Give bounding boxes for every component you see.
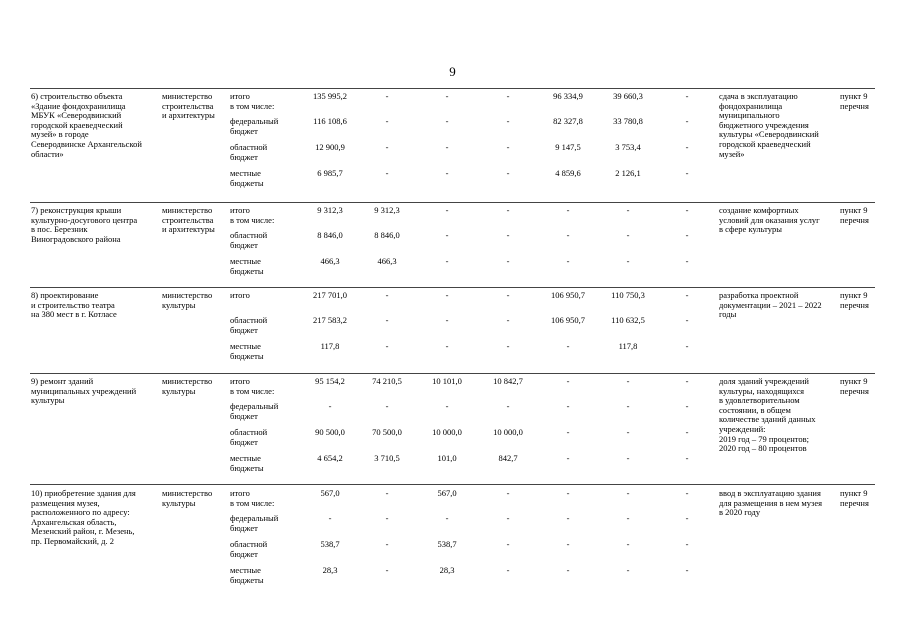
executor-cell: министерство [162,376,213,386]
funding-source-label: итого [230,91,250,101]
amount-cell: - [566,230,570,240]
executor-cell: министерство [162,290,213,300]
measure-name: культуры [31,395,65,406]
result-cell: создание комфортных [719,205,799,215]
measure-name: культурно-досугового центра [31,214,138,225]
funding-source-label: областной [230,427,268,437]
amount-cell: 10 000,0 [493,427,523,437]
amount-cell: - [685,427,689,437]
amount-cell: - [445,230,449,240]
amount-cell: - [566,256,570,266]
amount-cell: - [506,401,510,411]
amount-cell: - [626,230,630,240]
amount-cell: 466,3 [377,256,397,266]
executor-cell: и архитектуры [162,224,215,235]
amount-cell: 8 846,0 [317,230,343,240]
funding-source-label: местные [230,453,261,463]
amount-cell: - [506,290,510,300]
amount-cell: - [506,142,510,152]
result-cell: для размещения в нем музея [719,497,823,508]
result-cell: сдача в эксплуатацию [719,91,798,101]
amount-cell: - [566,376,570,386]
amount-cell: - [385,315,389,325]
amount-cell: - [566,427,570,437]
amount-cell: 217 583,2 [313,315,347,325]
amount-cell: - [685,341,689,351]
amount-cell: - [685,401,689,411]
result-cell: городской краеведческий [719,139,811,149]
amount-cell: 28,3 [322,565,338,575]
measure-name: размещения музея, [31,497,100,508]
amount-cell: - [445,116,449,126]
funding-source-label: бюджет [230,436,258,447]
amount-cell: 538,7 [320,539,340,549]
row-divider [30,88,875,89]
result-cell: в сфере культуры [719,224,782,235]
measure-name: расположенного по адресу: [31,507,130,518]
funding-source-label: федеральный [230,401,279,411]
result-cell: культуры «Северодвинский [719,129,819,140]
amount-cell: - [506,488,510,498]
amount-cell: 4 859,6 [555,168,581,178]
amount-cell: - [506,168,510,178]
funding-source-label: местные [230,256,261,266]
amount-cell: 2 126,1 [615,168,641,178]
amount-cell: 8 846,0 [374,230,400,240]
measure-name: музей» в городе [31,129,89,140]
amount-cell: - [626,565,630,575]
amount-cell: - [566,453,570,463]
result-cell: 2019 год – 79 процентов; [719,433,810,444]
measure-name: Архангельская область, [31,516,117,527]
executor-cell: строительства [162,100,214,111]
funding-source-label: областной [230,230,268,240]
amount-cell: - [685,116,689,126]
amount-cell: - [685,513,689,523]
result-cell: фондохранилища [719,100,783,111]
amount-cell: - [685,168,689,178]
amount-cell: 95 154,2 [315,376,345,386]
funding-source-label: в том числе: [230,497,275,508]
funding-source-label: бюджет [230,151,258,162]
funding-source-label: в том числе: [230,100,275,111]
amount-cell: 101,0 [437,453,457,463]
amount-cell: - [626,205,630,215]
measure-name: 10) приобретение здания для [31,488,136,498]
amount-cell: 117,8 [320,341,340,351]
executor-cell: культуры [162,385,196,396]
result-cell: бюджетного учреждения [719,119,809,130]
amount-cell: - [385,168,389,178]
measure-name: Мезенский район, г. Мезень, [31,526,135,537]
amount-cell: - [385,290,389,300]
amount-cell: - [385,539,389,549]
amount-cell: 12 900,9 [315,142,345,152]
measure-name: городской краеведческий [31,119,123,130]
amount-cell: 96 334,9 [553,91,583,101]
amount-cell: - [685,315,689,325]
measure-name: 7) реконструкция крыши [31,205,122,215]
amount-cell: 116 108,6 [313,116,347,126]
amount-cell: - [506,256,510,266]
amount-cell: - [506,539,510,549]
amount-cell: 4 654,2 [317,453,343,463]
amount-cell: - [626,488,630,498]
measure-name: Виноградовского района [31,233,121,244]
amount-cell: - [506,513,510,523]
amount-cell: - [566,205,570,215]
amount-cell: 70 500,0 [372,427,402,437]
amount-cell: - [445,168,449,178]
executor-cell: культуры [162,497,196,508]
funding-source-label: бюджет [230,410,258,421]
amount-cell: 9 312,3 [374,205,400,215]
amount-cell: - [506,565,510,575]
amount-cell: - [385,488,389,498]
reference-cell: перечня [840,385,869,396]
funding-source-label: итого [230,205,250,215]
amount-cell: 217 701,0 [313,290,347,300]
amount-cell: - [385,142,389,152]
amount-cell: 466,3 [320,256,340,266]
reference-cell: перечня [840,100,869,111]
amount-cell: - [385,401,389,411]
result-cell: доля зданий учреждений [719,376,809,386]
reference-cell: перечня [840,299,869,310]
amount-cell: 9 312,3 [317,205,343,215]
amount-cell: - [445,290,449,300]
funding-source-label: бюджеты [230,462,264,473]
amount-cell: - [566,513,570,523]
amount-cell: - [685,205,689,215]
amount-cell: - [385,116,389,126]
result-cell: документации – 2021 – 2022 [719,299,822,310]
row-divider [30,202,875,203]
funding-source-label: федеральный [230,513,279,523]
result-cell: ввод в эксплуатацию здания [719,488,821,498]
amount-cell: - [445,142,449,152]
amount-cell: - [685,230,689,240]
amount-cell: 10 101,0 [432,376,462,386]
amount-cell: - [685,488,689,498]
measure-name: 8) проектирование [31,290,99,300]
amount-cell: - [685,376,689,386]
measure-name: и строительство театра [31,299,115,310]
measure-name: «Здание фондохранилища [31,100,126,111]
amount-cell: - [328,401,332,411]
reference-cell: пункт 9 [840,205,868,215]
amount-cell: 567,0 [320,488,340,498]
executor-cell: министерство [162,91,213,101]
funding-source-label: областной [230,539,268,549]
funding-source-label: в том числе: [230,214,275,225]
result-cell: культуры, находящихся [719,385,805,396]
amount-cell: - [626,401,630,411]
executor-cell: министерство [162,488,213,498]
amount-cell: 135 995,2 [313,91,347,101]
measure-name: Северодвинске Архангельской [31,139,142,149]
amount-cell: - [445,341,449,351]
funding-source-label: бюджеты [230,177,264,188]
amount-cell: - [445,315,449,325]
amount-cell: 538,7 [437,539,457,549]
amount-cell: 10 842,7 [493,376,523,386]
reference-cell: перечня [840,497,869,508]
row-divider [30,287,875,288]
funding-source-label: местные [230,168,261,178]
measure-name: области» [31,148,64,159]
funding-source-label: итого [230,376,250,386]
reference-cell: перечня [840,214,869,225]
amount-cell: - [566,539,570,549]
amount-cell: 9 147,5 [555,142,581,152]
amount-cell: - [445,513,449,523]
funding-source-label: областной [230,315,268,325]
amount-cell: - [626,256,630,266]
amount-cell: 842,7 [498,453,518,463]
amount-cell: - [445,205,449,215]
amount-cell: - [566,488,570,498]
amount-cell: - [626,427,630,437]
amount-cell: - [506,205,510,215]
amount-cell: - [566,565,570,575]
result-cell: количестве зданий данных [719,414,816,425]
funding-source-label: бюджет [230,125,258,136]
funding-source-label: бюджет [230,522,258,533]
measure-name: 6) строительство объекта [31,91,123,101]
funding-source-label: бюджеты [230,265,264,276]
funding-source-label: в том числе: [230,385,275,396]
amount-cell: - [385,91,389,101]
measure-name: муниципальных учреждений [31,385,137,396]
page-number: 9 [449,64,456,79]
funding-source-label: федеральный [230,116,279,126]
funding-source-label: итого [230,488,250,498]
reference-cell: пункт 9 [840,376,868,386]
amount-cell: - [685,453,689,463]
measure-name: на 380 мест в г. Котласе [31,309,117,320]
amount-cell: - [685,290,689,300]
reference-cell: пункт 9 [840,91,868,101]
amount-cell: - [685,91,689,101]
amount-cell: 74 210,5 [372,376,402,386]
amount-cell: - [626,513,630,523]
amount-cell: - [445,91,449,101]
amount-cell: - [385,565,389,575]
measure-name: в пос. Березник [31,224,88,235]
amount-cell: - [445,401,449,411]
amount-cell: 82 327,8 [553,116,583,126]
result-cell: в удовлетворительном [719,395,800,406]
amount-cell: - [445,256,449,266]
reference-cell: пункт 9 [840,290,868,300]
result-cell: музей» [719,148,745,159]
executor-cell: культуры [162,299,196,310]
amount-cell: 90 500,0 [315,427,345,437]
amount-cell: - [506,341,510,351]
funding-source-label: местные [230,341,261,351]
amount-cell: - [626,453,630,463]
result-cell: муниципального [719,110,780,121]
reference-cell: пункт 9 [840,488,868,498]
result-cell: 2020 год – 80 процентов [719,443,807,454]
result-cell: условий для оказания услуг [719,214,820,225]
row-divider [30,484,875,485]
result-cell: разработка проектной [719,290,799,300]
amount-cell: 3 753,4 [615,142,641,152]
amount-cell: 106 950,7 [551,315,585,325]
funding-source-label: бюджеты [230,574,264,585]
amount-cell: 567,0 [437,488,457,498]
result-cell: учреждений: [719,424,766,434]
measure-name: пр. Первомайский, д. 2 [31,536,114,546]
amount-cell: - [328,513,332,523]
funding-source-label: областной [230,142,268,152]
funding-source-label: итого [230,290,250,300]
funding-source-label: бюджеты [230,350,264,361]
amount-cell: - [685,539,689,549]
result-cell: состоянии, в общем [719,404,791,415]
amount-cell: 6 985,7 [317,168,343,178]
amount-cell: 110 632,5 [611,315,645,325]
amount-cell: 39 660,3 [613,91,643,101]
amount-cell: 33 780,8 [613,116,643,126]
amount-cell: 110 750,3 [611,290,645,300]
funding-source-label: местные [230,565,261,575]
result-cell: в 2020 году [719,507,761,518]
result-cell: годы [719,309,737,320]
executor-cell: и архитектуры [162,110,215,121]
amount-cell: - [626,539,630,549]
measure-name: 9) ремонт зданий [31,376,94,386]
amount-cell: - [566,341,570,351]
amount-cell: - [626,376,630,386]
row-divider [30,373,875,374]
funding-source-label: бюджет [230,548,258,559]
amount-cell: 28,3 [439,565,455,575]
amount-cell: - [685,256,689,266]
amount-cell: - [685,142,689,152]
amount-cell: - [566,401,570,411]
amount-cell: - [385,513,389,523]
executor-cell: министерство [162,205,213,215]
amount-cell: - [506,91,510,101]
funding-source-label: бюджет [230,239,258,250]
amount-cell: 10 000,0 [432,427,462,437]
amount-cell: 3 710,5 [374,453,400,463]
amount-cell: - [506,315,510,325]
amount-cell: - [506,116,510,126]
amount-cell: - [385,341,389,351]
amount-cell: - [506,230,510,240]
amount-cell: 117,8 [618,341,638,351]
executor-cell: строительства [162,214,214,225]
measure-name: МБУК «Северодвинский [31,110,122,121]
amount-cell: - [685,565,689,575]
amount-cell: 106 950,7 [551,290,585,300]
funding-source-label: бюджет [230,324,258,335]
